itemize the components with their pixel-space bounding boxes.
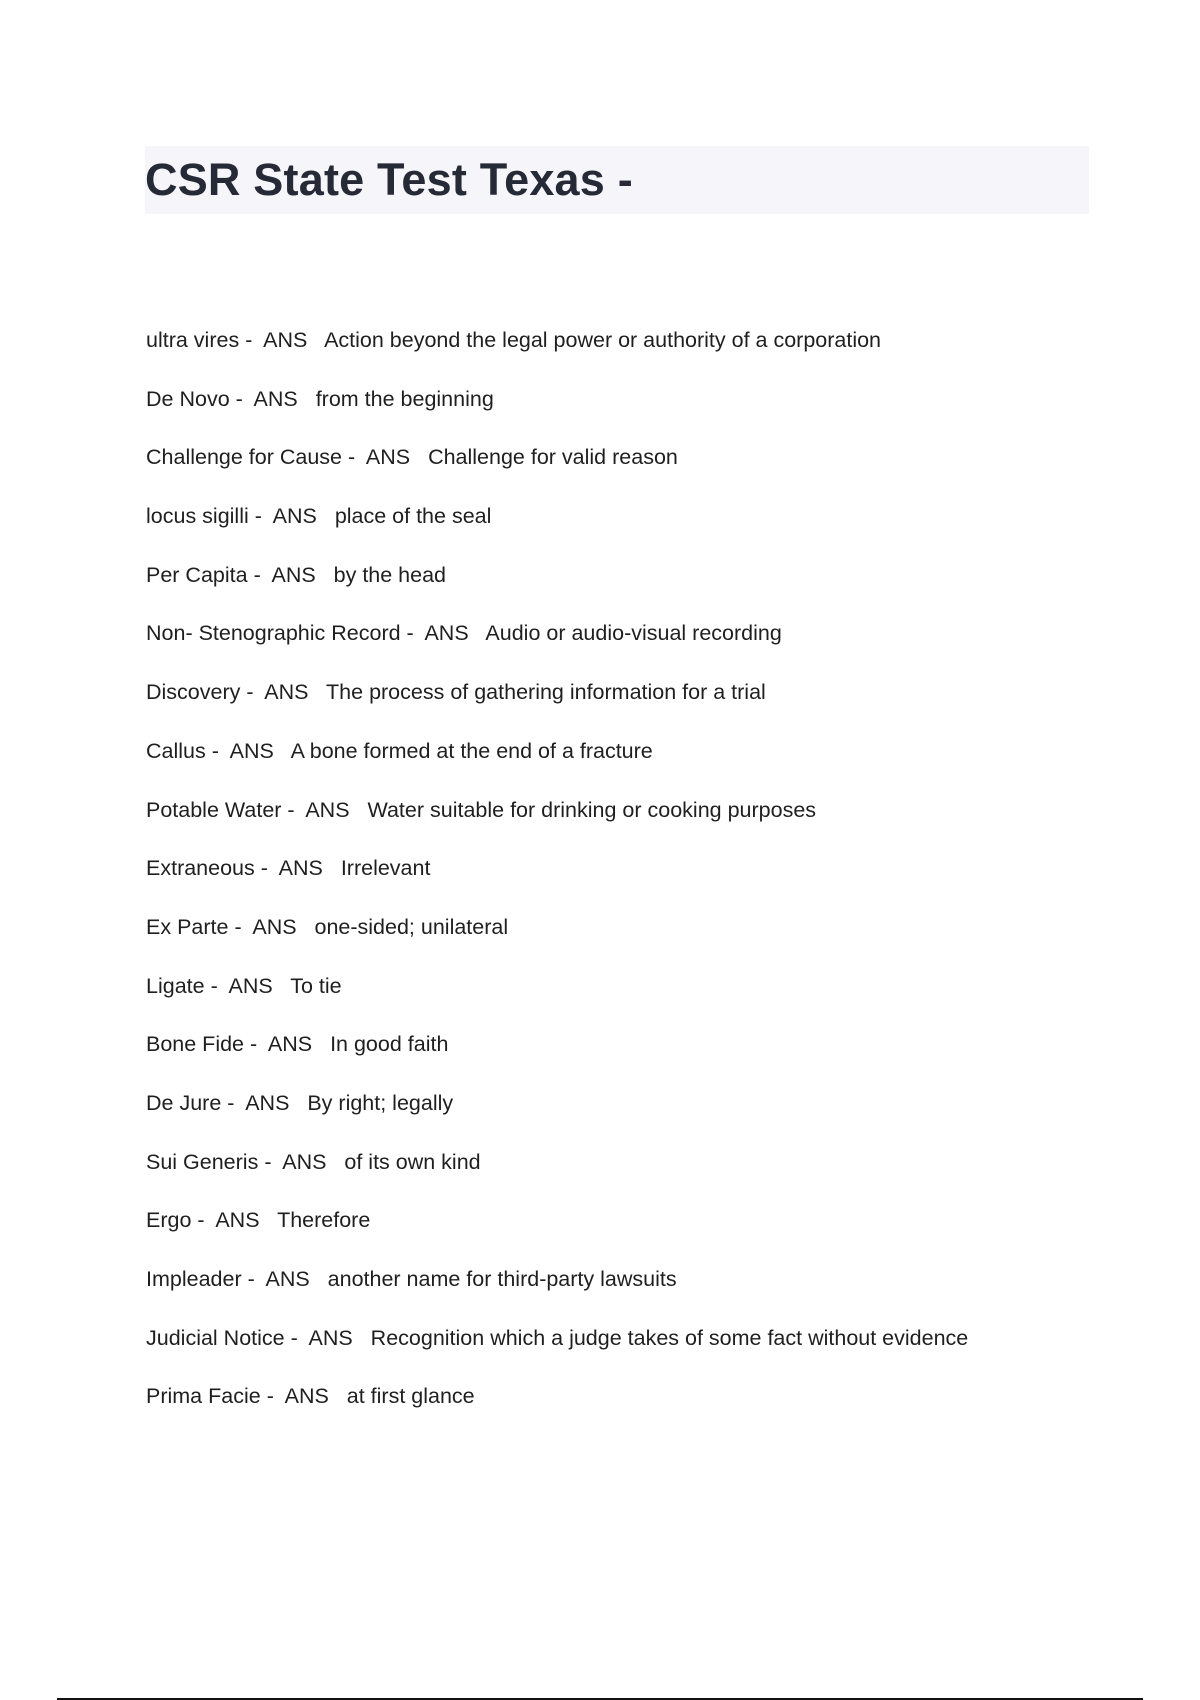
list-item [146, 384, 968, 443]
term: De Jure [146, 1090, 222, 1115]
term: Bone Fide [146, 1032, 245, 1057]
term: Sui Generis [146, 1149, 259, 1174]
list-item [146, 1264, 968, 1323]
list-item [146, 1205, 968, 1264]
list-item [146, 677, 968, 736]
definition: of its own kind [344, 1149, 481, 1174]
definition: A bone formed at the end of a fracture [290, 738, 653, 763]
ans-separator: - ANS [254, 504, 335, 529]
term: De Novo [146, 386, 230, 411]
definition: from the beginning [315, 386, 494, 411]
list-item [146, 618, 968, 677]
term: Per Capita [146, 562, 248, 587]
ans-separator: - ANS [211, 738, 291, 763]
term: ultra vires [146, 328, 240, 352]
term: Impleader [146, 1267, 242, 1291]
term: Challenge for Cause [146, 445, 343, 470]
list-item [146, 1381, 968, 1440]
term-list [146, 325, 968, 1440]
term: Judicial Notice [146, 1325, 285, 1350]
list-item [146, 795, 968, 854]
ans-separator: - ANS [227, 1090, 308, 1115]
definition: Irrelevant [340, 856, 431, 881]
list-item [146, 1029, 968, 1088]
definition: at first glance [346, 1384, 475, 1409]
term: Ergo [146, 1208, 192, 1233]
list-item [146, 853, 968, 912]
definition: Challenge for valid reason [428, 445, 678, 470]
definition: Therefore [277, 1208, 371, 1233]
list-item [146, 1323, 968, 1382]
term: Callus [146, 738, 206, 763]
ans-separator: - ANS [210, 973, 291, 998]
list-item [146, 501, 968, 560]
ans-separator: - ANS [406, 621, 486, 646]
definition: In good faith [330, 1032, 449, 1057]
definition: Action beyond the legal power or authority of a corporation [324, 328, 882, 352]
definition: To tie [290, 973, 342, 998]
definition: Recognition which a judge takes of some fact without evidence [370, 1325, 969, 1350]
term: Potable Water [146, 797, 282, 822]
ans-separator: - ANS [247, 1267, 328, 1291]
definition: The process of gathering information for a trial [326, 680, 766, 705]
ans-separator: - ANS [234, 914, 315, 939]
ans-separator: - ANS [290, 1325, 371, 1350]
list-item [146, 1147, 968, 1206]
ans-separator: - ANS [266, 1384, 347, 1409]
term: Extraneous [146, 856, 255, 881]
ans-separator: - ANS [246, 680, 327, 705]
list-item [146, 560, 968, 619]
list-item [146, 736, 968, 795]
definition: one-sided; unilateral [314, 914, 509, 939]
ans-separator: - ANS [253, 562, 334, 587]
list-item [146, 912, 968, 971]
ans-separator: - ANS [245, 328, 325, 352]
definition: Water suitable for drinking or cooking purposes [367, 797, 817, 822]
list-item [146, 971, 968, 1030]
term: locus sigilli [146, 504, 249, 529]
definition: By right; legally [307, 1090, 454, 1115]
ans-separator: - ANS [235, 386, 316, 411]
list-item [146, 325, 968, 384]
definition: another name for third-party lawsuits [327, 1267, 677, 1291]
term: Prima Facie [146, 1384, 261, 1409]
ans-separator: - ANS [250, 1032, 331, 1057]
definition: by the head [333, 562, 447, 587]
title-band [145, 146, 1089, 214]
term: Ligate [146, 973, 205, 998]
term: Discovery [146, 680, 241, 705]
term: Non- Stenographic Record [146, 621, 401, 646]
ans-separator: - ANS [264, 1149, 345, 1174]
ans-separator: - ANS [197, 1208, 278, 1233]
ans-separator: - ANS [348, 445, 429, 470]
definition: place of the seal [334, 504, 492, 529]
list-item [146, 442, 968, 501]
ans-separator: - ANS [287, 797, 368, 822]
term: Ex Parte [146, 914, 229, 939]
ans-separator: - ANS [260, 856, 341, 881]
page-title: CSR State Test Texas - [145, 154, 633, 205]
definition: Audio or audio-visual recording [485, 621, 782, 646]
list-item [146, 1088, 968, 1147]
